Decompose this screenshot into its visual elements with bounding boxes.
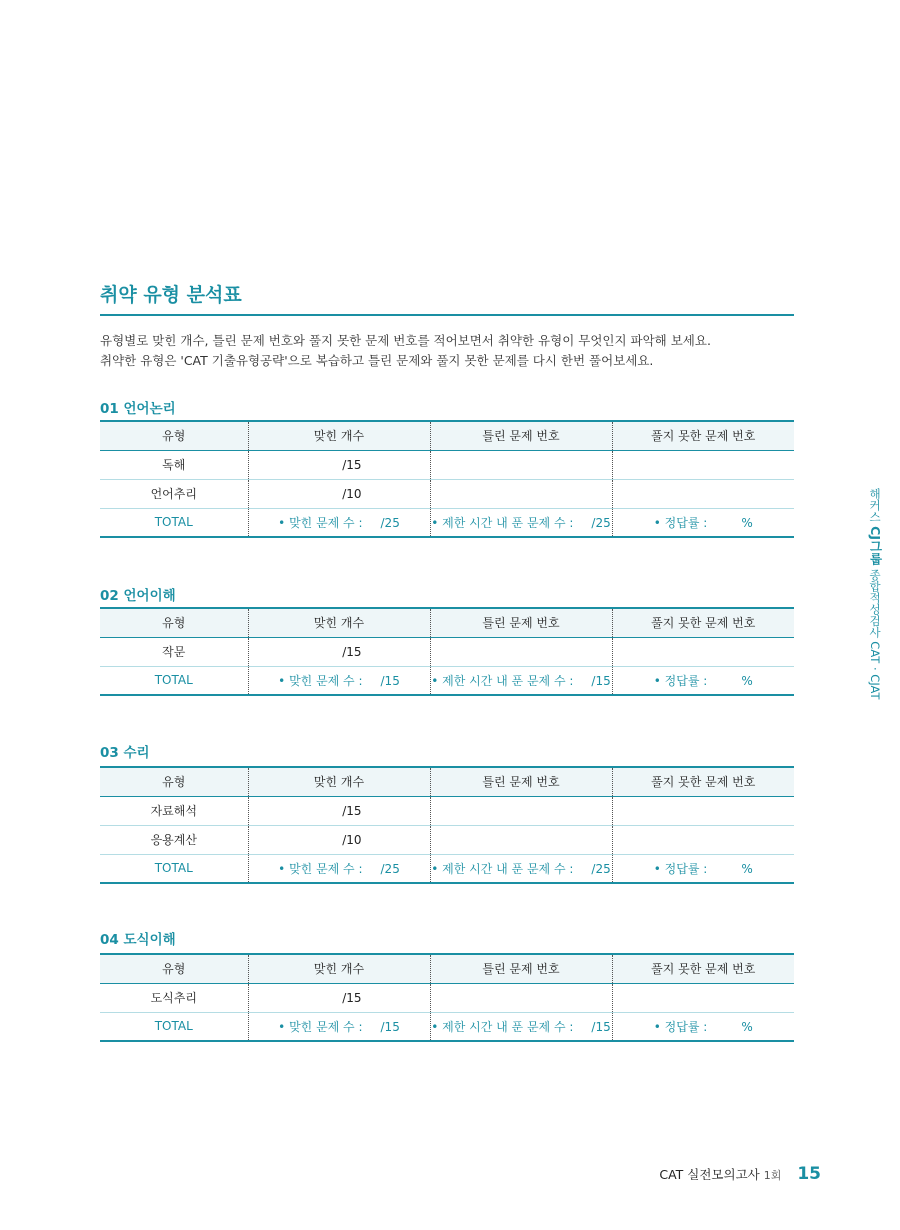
unsolved-numbers-field[interactable] bbox=[612, 637, 794, 666]
unsolved-numbers-field[interactable] bbox=[612, 450, 794, 479]
side-suffix: 종합적성검사 CAT · CJAT bbox=[868, 564, 882, 700]
total-correct-value: /25 bbox=[380, 515, 400, 530]
total-within-time-value: /25 bbox=[591, 861, 611, 876]
total-within-time-field[interactable] bbox=[430, 508, 612, 537]
correct-count-field[interactable]: /15 bbox=[248, 637, 430, 666]
total-correct-label: • 맞힌 문제 수 : bbox=[278, 861, 363, 876]
correct-count-field[interactable]: /15 bbox=[248, 983, 430, 1012]
percent-sign: % bbox=[741, 515, 753, 530]
total-label: TOTAL bbox=[100, 854, 248, 883]
footer-book-title: CAT 실전모의고사 bbox=[659, 1167, 760, 1182]
total-within-time-label: • 제한 시간 내 푼 문제 수 : bbox=[431, 515, 574, 530]
intro-line-1: 유형별로 맞힌 개수, 틀린 문제 번호와 풀지 못한 문제 번호를 적어보면서 취약한 유형이 무엇인지 파악해 보세요. bbox=[100, 333, 711, 348]
table-row bbox=[100, 983, 794, 1012]
header-wrong: 틀린 문제 번호 bbox=[430, 421, 612, 450]
header-wrong: 틀린 문제 번호 bbox=[430, 954, 612, 983]
total-correct-field[interactable] bbox=[248, 666, 430, 695]
page-number: 15 bbox=[797, 1164, 821, 1184]
total-within-time-field[interactable] bbox=[430, 854, 612, 883]
total-accuracy-field[interactable] bbox=[612, 666, 794, 695]
table-diagram bbox=[100, 953, 794, 1042]
total-row bbox=[100, 508, 794, 537]
total-correct-value: /15 bbox=[380, 1019, 400, 1034]
header-correct: 맞힌 개수 bbox=[248, 421, 430, 450]
header-type: 유형 bbox=[100, 421, 248, 450]
page-title: 취약 유형 분석표 bbox=[100, 280, 794, 316]
total-correct-label: • 맞힌 문제 수 : bbox=[278, 515, 363, 530]
total-accuracy-label: • 정답률 : bbox=[653, 1019, 708, 1034]
intro-text bbox=[100, 331, 800, 371]
header-type: 유형 bbox=[100, 767, 248, 796]
total-correct-field[interactable] bbox=[248, 508, 430, 537]
total-within-time-value: /15 bbox=[591, 673, 611, 688]
total-within-time-label: • 제한 시간 내 푼 문제 수 : bbox=[431, 1019, 574, 1034]
table-header-row bbox=[100, 767, 794, 796]
unsolved-numbers-field[interactable] bbox=[612, 983, 794, 1012]
total-accuracy-field[interactable] bbox=[612, 854, 794, 883]
table-row bbox=[100, 479, 794, 508]
correct-count-field[interactable]: /15 bbox=[248, 450, 430, 479]
total-within-time-value: /25 bbox=[591, 515, 611, 530]
wrong-numbers-field[interactable] bbox=[430, 796, 612, 825]
section-title-math: 03 수리 bbox=[100, 745, 150, 761]
wrong-numbers-field[interactable] bbox=[430, 983, 612, 1012]
row-type: 언어추리 bbox=[100, 479, 248, 508]
side-prefix: 해커스 bbox=[868, 488, 882, 527]
header-type: 유형 bbox=[100, 608, 248, 637]
total-row bbox=[100, 1012, 794, 1041]
table-row bbox=[100, 796, 794, 825]
total-row bbox=[100, 666, 794, 695]
percent-sign: % bbox=[741, 673, 753, 688]
header-unsolved: 풀지 못한 문제 번호 bbox=[612, 608, 794, 637]
total-accuracy-label: • 정답률 : bbox=[653, 515, 708, 530]
wrong-numbers-field[interactable] bbox=[430, 479, 612, 508]
section-title-diagram: 04 도식이해 bbox=[100, 932, 176, 948]
row-type: 독해 bbox=[100, 450, 248, 479]
header-correct: 맞힌 개수 bbox=[248, 608, 430, 637]
header-unsolved: 풀지 못한 문제 번호 bbox=[612, 421, 794, 450]
header-wrong: 틀린 문제 번호 bbox=[430, 608, 612, 637]
total-within-time-value: /15 bbox=[591, 1019, 611, 1034]
page-footer bbox=[659, 1164, 821, 1184]
correct-count-field[interactable]: /15 bbox=[248, 796, 430, 825]
table-row bbox=[100, 637, 794, 666]
percent-sign: % bbox=[741, 1019, 753, 1034]
table-header-row bbox=[100, 421, 794, 450]
total-accuracy-field[interactable] bbox=[612, 508, 794, 537]
percent-sign: % bbox=[741, 861, 753, 876]
table-row bbox=[100, 825, 794, 854]
row-type: 도식추리 bbox=[100, 983, 248, 1012]
header-unsolved: 풀지 못한 문제 번호 bbox=[612, 767, 794, 796]
header-wrong: 틀린 문제 번호 bbox=[430, 767, 612, 796]
header-unsolved: 풀지 못한 문제 번호 bbox=[612, 954, 794, 983]
row-type: 자료해석 bbox=[100, 796, 248, 825]
wrong-numbers-field[interactable] bbox=[430, 450, 612, 479]
correct-count-field[interactable]: /10 bbox=[248, 479, 430, 508]
table-row bbox=[100, 450, 794, 479]
table-header-row bbox=[100, 954, 794, 983]
wrong-numbers-field[interactable] bbox=[430, 637, 612, 666]
total-within-time-field[interactable] bbox=[430, 1012, 612, 1041]
header-correct: 맞힌 개수 bbox=[248, 767, 430, 796]
total-within-time-field[interactable] bbox=[430, 666, 612, 695]
section-title-verbal-logic: 01 언어논리 bbox=[100, 401, 176, 417]
row-type: 응용계산 bbox=[100, 825, 248, 854]
header-type: 유형 bbox=[100, 954, 248, 983]
table-math bbox=[100, 766, 794, 884]
total-accuracy-field[interactable] bbox=[612, 1012, 794, 1041]
unsolved-numbers-field[interactable] bbox=[612, 825, 794, 854]
intro-line-2: 취약한 유형은 'CAT 기출유형공략'으로 복습하고 틀린 문제와 풀지 못한 문제를 다시 한번 풀어보세요. bbox=[100, 353, 654, 368]
total-row bbox=[100, 854, 794, 883]
row-type: 작문 bbox=[100, 637, 248, 666]
total-accuracy-label: • 정답률 : bbox=[653, 673, 708, 688]
total-correct-value: /25 bbox=[380, 861, 400, 876]
table-header-row bbox=[100, 608, 794, 637]
total-within-time-label: • 제한 시간 내 푼 문제 수 : bbox=[431, 673, 574, 688]
total-correct-value: /15 bbox=[380, 673, 400, 688]
side-running-title bbox=[866, 488, 884, 700]
table-verbal-logic bbox=[100, 420, 794, 538]
table-verbal-comprehension bbox=[100, 607, 794, 696]
wrong-numbers-field[interactable] bbox=[430, 825, 612, 854]
total-correct-field[interactable] bbox=[248, 1012, 430, 1041]
total-label: TOTAL bbox=[100, 1012, 248, 1041]
total-within-time-label: • 제한 시간 내 푼 문제 수 : bbox=[431, 861, 574, 876]
side-brand: CJ그룹 bbox=[868, 526, 883, 565]
footer-issue: 1회 bbox=[763, 1169, 782, 1182]
total-label: TOTAL bbox=[100, 666, 248, 695]
section-title-verbal-comprehension: 02 언어이해 bbox=[100, 588, 176, 604]
total-correct-field[interactable] bbox=[248, 854, 430, 883]
total-correct-label: • 맞힌 문제 수 : bbox=[278, 1019, 363, 1034]
header-correct: 맞힌 개수 bbox=[248, 954, 430, 983]
unsolved-numbers-field[interactable] bbox=[612, 796, 794, 825]
total-correct-label: • 맞힌 문제 수 : bbox=[278, 673, 363, 688]
correct-count-field[interactable]: /10 bbox=[248, 825, 430, 854]
total-accuracy-label: • 정답률 : bbox=[653, 861, 708, 876]
total-label: TOTAL bbox=[100, 508, 248, 537]
unsolved-numbers-field[interactable] bbox=[612, 479, 794, 508]
